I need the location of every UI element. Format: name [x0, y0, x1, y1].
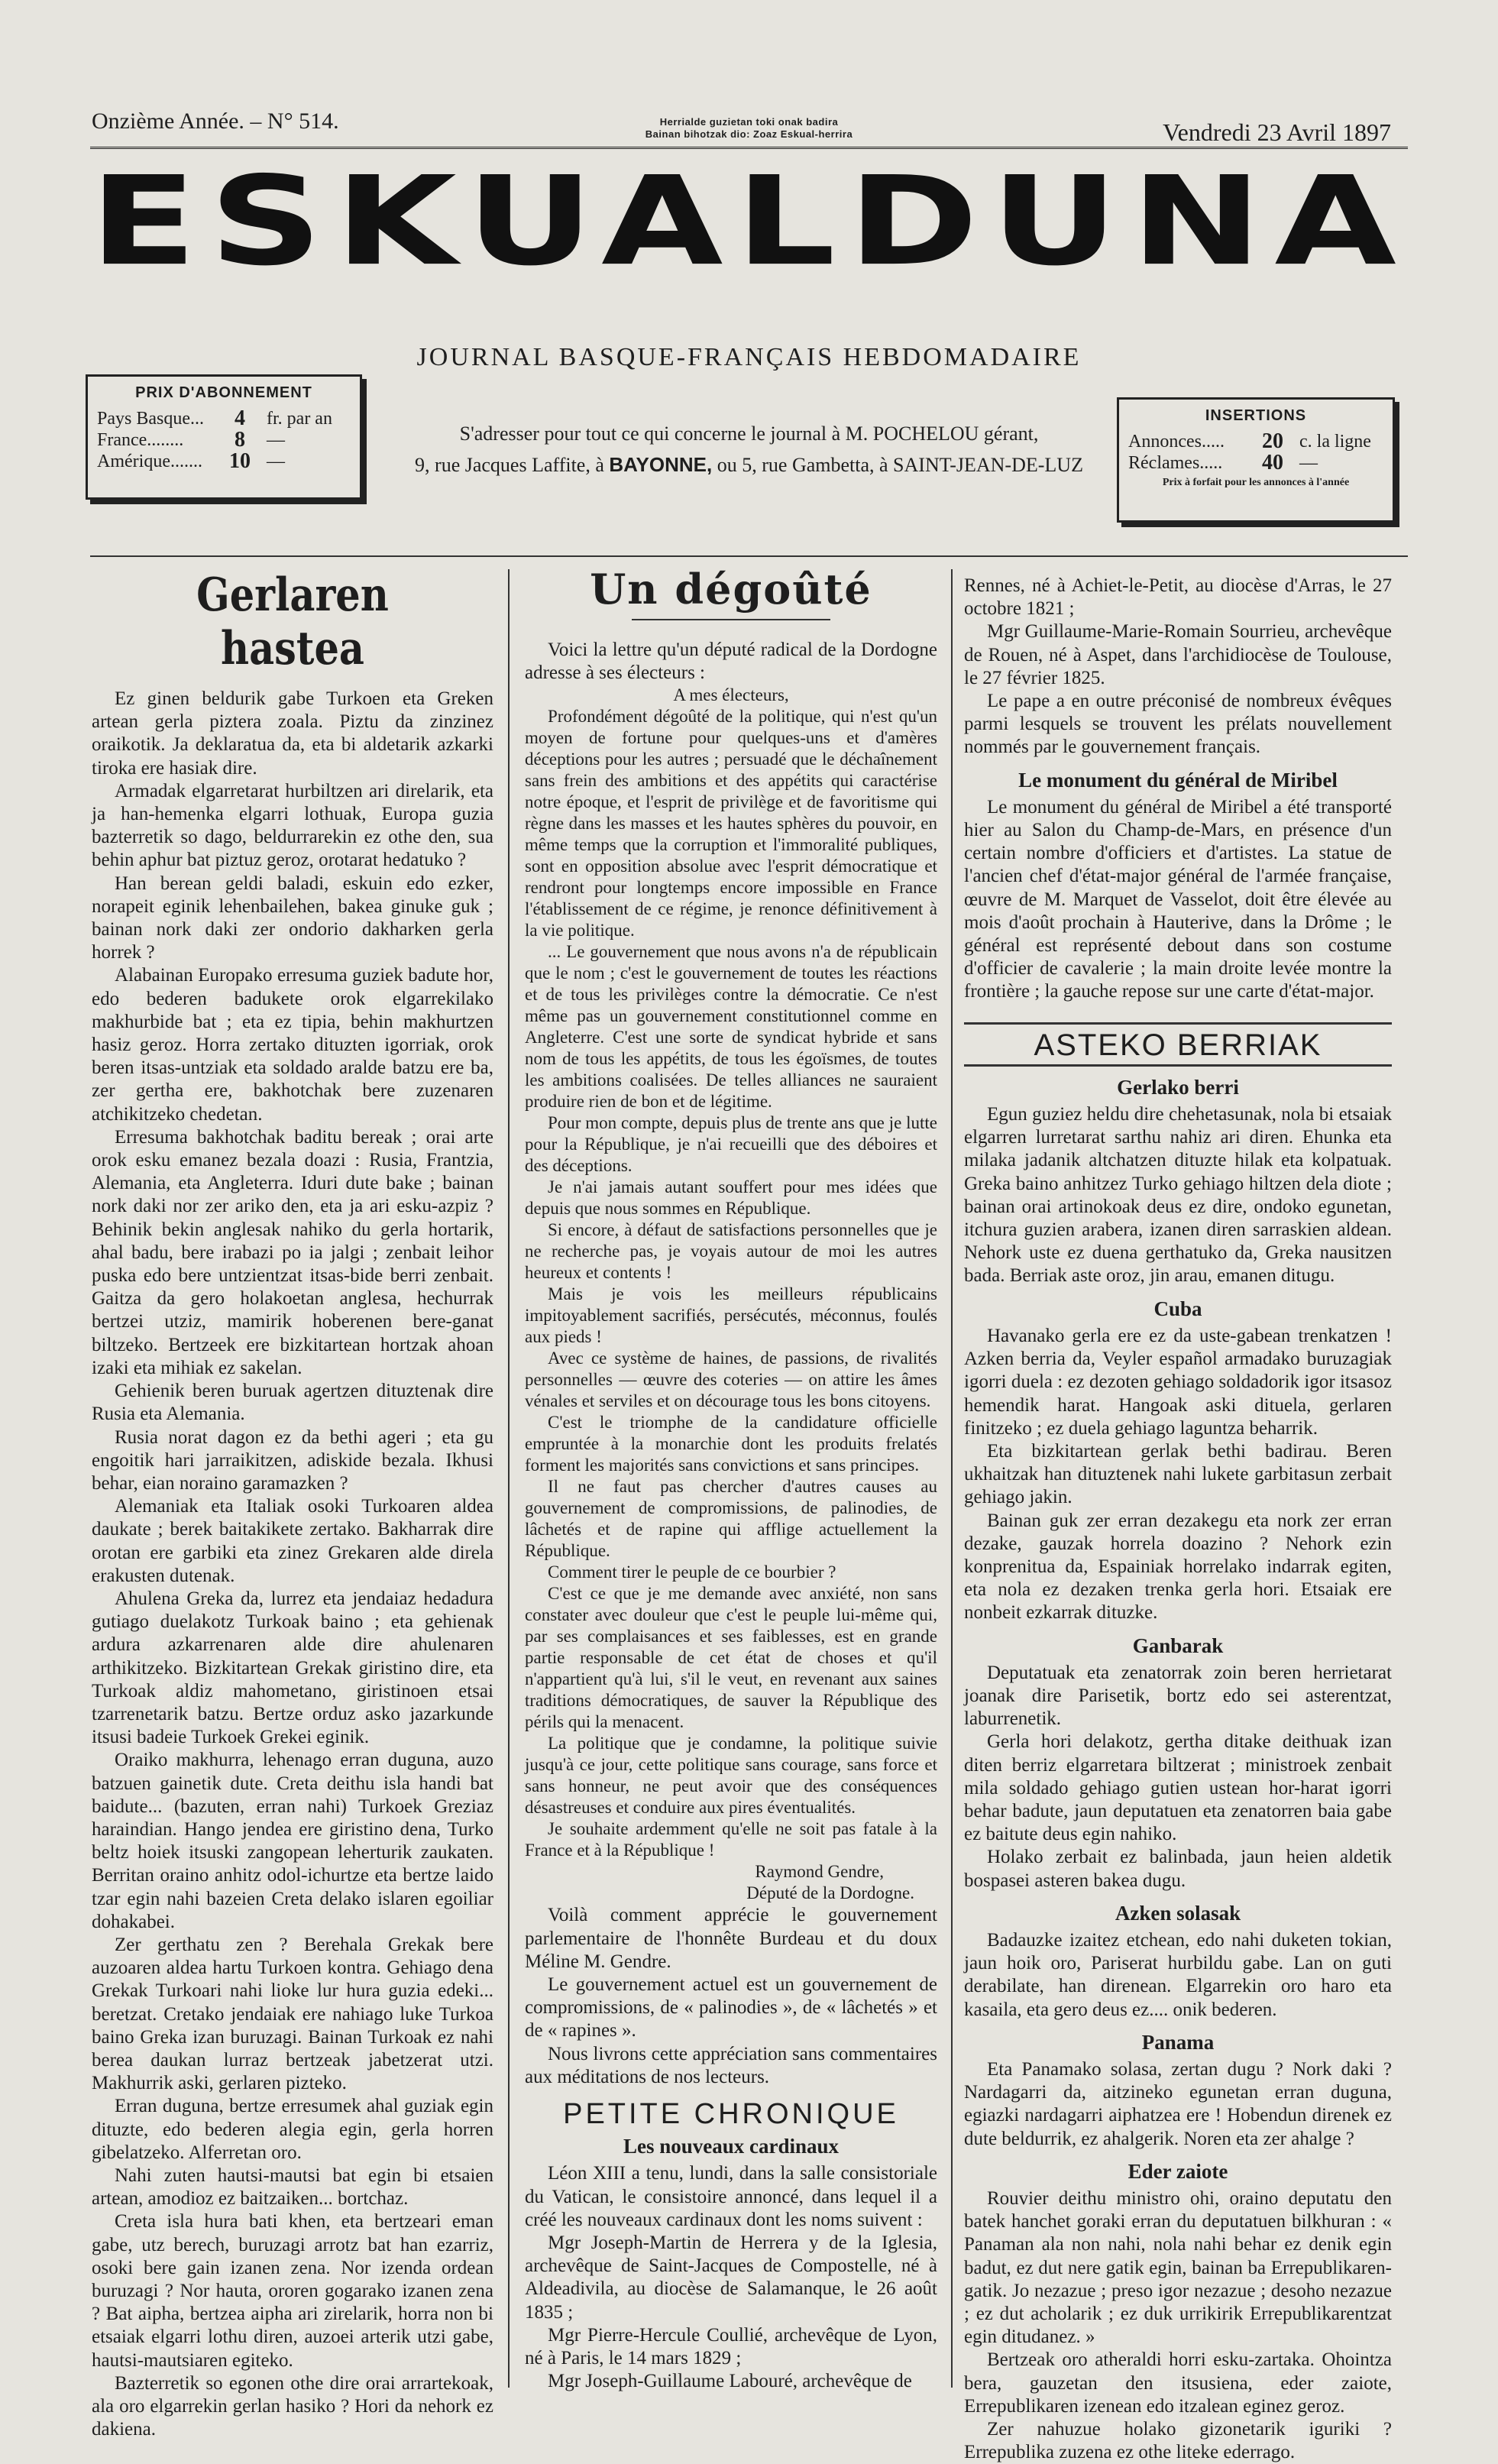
- letter-body: [525, 706, 937, 1861]
- subscription-row: [88, 408, 360, 429]
- insertions-row: [1119, 431, 1393, 452]
- address-city: BAYONNE,: [609, 453, 713, 476]
- issue-date: Vendredi 23 Avril 1897: [1163, 118, 1391, 146]
- miribel-title: Le monument du général de Miribel: [1018, 768, 1338, 792]
- paragraph: Creta isla hura bati khen, eta bertzeari eman gabe, utz berech, buruzagi arrotz bat han ezarriz, osoki bere gain izanen zena. Nor izenda ordean buruzagi ? Nor hauta, ororen gogarako izanen zena ? Bat aipha, bertzea aipha ari zirelarik, horra non bi etsaiak elgarri lothu diren, auzoei arterik utzi gabe, hautsi-mautsiaren egiteko.: [92, 2211, 493, 2371]
- insertions-row-price: 20: [1262, 429, 1283, 453]
- paragraph: Léon XIII a tenu, lundi, dans la salle consistoriale du Vatican, le consistoire annoncé, dans lequel il a créé les nouveaux cardinaux dont les noms suivent :: [525, 2163, 937, 2230]
- paragraph: Erran duguna, bertze erresumek ahal guziak egin dituzte, edo bederen alegia egin, gerla horren gibelatzeko. Alferretan oro.: [92, 2096, 493, 2163]
- subscription-row: [88, 451, 360, 472]
- cardinaux-body: [525, 2162, 937, 2393]
- paragraph: Eta Panamako solasa, zertan dugu ? Nork daki ? Nardagarri da, aitzineko egunetan erran duguna, egiazki nardagarri aiphatzea ere ! Hobendun direnek ez dute beldurrik, ez ahalgerik. Noren eta zer ahalge ?: [964, 2058, 1392, 2149]
- paragraph: Rouvier deithu ministro ohi, oraino deputatu den batek hanchet goraki erran du deputatuen bilkhuran : « Panaman ala non nahi, nola nahi behar ez denik egin badut, ez dut nere gatik egin, bainan ba Errepublikaren-gatik. Jo nezazue ; preso igor nezazue ; desoho nezazue ; ez dut acholarik ; ez duk urrikirik Errepublikarentzat egin ditudanez. »: [964, 2188, 1392, 2348]
- subscription-row-price: 4: [235, 406, 245, 430]
- paragraph: Ahulena Greka da, lurrez eta jendaiaz hedadura gutiago duelakotz Turkoak baino ; eta gehienak ardura azkarrenaren alde dire ahulenaren arthikitzeko. Bizkitartean Grekak giristino dire, eta Turkoak aldiz mahometano, giristinoen etsai tzarrenetarik batzu. Bertze orduz asko jazarkunde itsusi badeie Turkoek Grekei eginik.: [92, 1588, 493, 1748]
- paragraph: Bainan guk zer erran dezakegu eta nork zer erran dezake, gauzak horrela doazino ? Nehork ezin konprenitua da, Espainiak horrelako indarrak egiten, eta nola ez dezaken trenka gerla hori. Etsaiak ere nonbeit ezkarrak dituzke.: [964, 1510, 1392, 1624]
- paragraph: Gehienik beren buruak agertzen dituztenak dire Rusia eta Alemania.: [92, 1381, 493, 1425]
- letter-paragraph: Je souhaite ardemment qu'elle ne soit pas fatale à la France et à la République !: [525, 1819, 937, 1860]
- subscription-row-label: Pays Basque...: [97, 409, 204, 429]
- section-title: Eder zaiote: [1128, 2159, 1228, 2183]
- letter-paragraph: Profondément dégoûté de la politique, qui n'est qu'un moyen de fortune pour quelques-uns et d'amères déceptions pour les autres ; persuadé que le déchaînement sans frein des ambitions et des appétits qui caractérise notre époque, et l'esprit de privilège et de favoritisme qui règne dans les masses et les hautes sphères du pouvoir, en même temps que la corruption et l'immoralité publiques, sont en opposition absolue avec l'esprit démocratique et rendront pour longtemps encore impossible en France l'établissement de ce régime, je renonce définitivement à la vie politique.: [525, 707, 937, 941]
- paragraph: Ez ginen beldurik gabe Turkoen eta Greken artean gerla piztera zoala. Piztu da zinzinez oraikotik. Ja deklaratua da, eta bi aldetarik azkarki tiroka ere hasiak dire.: [92, 688, 493, 779]
- letter-paragraph: Je n'ai jamais autant souffert pour mes idées que depuis que nous sommes en République.: [525, 1177, 937, 1219]
- letter-paragraph: ... Le gouvernement que nous avons n'a de républicain que le nom ; c'est le gouvernement de toutes les réactions et de tous les privilèges contre la démocratie. Ce n'est même pas un gouvernement constitutionnel comme en Angleterre. C'est une sorte de syndicat hybride et sans nom de tous les appétits, de tous les égoïsmes, de toutes les ambitions coalisées. De telles alliances ne sauraient produire rien de bon et de légitime.: [525, 942, 937, 1112]
- section-title: Panama: [1141, 2030, 1215, 2054]
- column-3: [964, 575, 1392, 2464]
- paragraph: Havanako gerla ere ez da uste-gabean trenkatzen ! Azken berria da, Veyler español armadako buruzagiak igorri duela : ez dezoten gehiago soldadorik igor itsasoz hemendik harat. Hangoak aski dituela, gerlaren finitzeko ; ez duela gehiago laguntza beharrik.: [964, 1325, 1392, 1439]
- address-line-2: [367, 449, 1131, 481]
- address-alt: ou 5, rue Gambetta, à SAINT-JEAN-DE-LUZ: [712, 454, 1083, 476]
- insertions-title: INSERTIONS: [1205, 407, 1307, 424]
- paragraph: Mgr Pierre-Hercule Coullié, archevêque de Lyon, né à Paris, le 14 mars 1829 ;: [525, 2324, 937, 2369]
- paragraph: Han berean geldi baladi, eskuin edo ezker, norapeit eginik lehenbailehen, bakea ginuke guk ; bainan nork daki zer ondorio dakharken gerla horrek ?: [92, 873, 493, 963]
- paragraph: Alabainan Europako erresuma guziek badute hor, edo bederen badukete orok elgarrekilako makhurbide bat ; eta ez tipia, behin makhurtzen hasiz geroz. Horra zertako dituzten igorriak, orok beren itsas-untziak eta soldado aralde batzu ere ba, zer gertha ere, bakhotchak bere zuzenaren atchikitzeko chedetan.: [92, 965, 493, 1125]
- masthead-title: ESKUALDUNA: [89, 150, 1409, 293]
- miribel-body: Le monument du général de Miribel a été transporté hier au Salon du Champ-de-Mars, en présence d'un certain nombre d'officiers et d'artistes. La statue de l'ancien chef d'état-major général de l'armée française, œuvre de M. Marquet de Vasselot, doit être élevée au mois d'août prochain à Hauterive, dans la Drôme ; le général est représenté debout dans son costume d'officier de cavalerie ; la main droite levée montre la frontière ; la gauche repose sur une carte d'état-major.: [964, 796, 1392, 1002]
- paragraph: Mgr Joseph-Guillaume Labouré, archevêque de: [548, 2371, 912, 2392]
- paragraph: Le pape a en outre préconisé de nombreux évêques parmi lesquels se trouvent les prélats nouvellement nommés par le gouvernement français.: [964, 691, 1392, 758]
- section-title: Azken solasak: [1115, 1901, 1241, 1925]
- insertions-rows: [1119, 431, 1393, 474]
- insertions-box: [1117, 397, 1395, 523]
- letter-paragraph: Il ne faut pas chercher d'autres causes au gouvernement de compromissions, de palinodies, de lâchetés et de rapine qui afflige actuellement la République.: [525, 1477, 937, 1561]
- section-title: Cuba: [1153, 1297, 1202, 1320]
- insertions-row: [1119, 452, 1393, 474]
- insertions-row-price: 40: [1262, 451, 1283, 474]
- header-rule: [90, 147, 1408, 149]
- paragraph: Zer gerthatu zen ? Berehala Grekak bere auzoaren aldea hartu Turkoen kontra. Gehiago dena Grekak Turkoari nahi lioke lur hura guzia edeki... beretzat. Cretako jendaiak ere nahiago luke Turkoa baino Greka izan buruzagi. Bainan Turkoak ez nahi berea daukan lurraz bertzeak jabetzerat utzi. Makhurrik aski, gerlaren pizteko.: [92, 1934, 493, 2094]
- asteko-berriak-title: ASTEKO BERRIAK: [964, 1022, 1392, 1067]
- paragraph: Deputatuak eta zenatorrak zoin beren herrietarat joanak dire Parisetik, bortz edo sei asterentzat, laburrenetik.: [964, 1662, 1392, 1730]
- address-line-1: S'adresser pour tout ce qui concerne le journal à M. POCHELOU gérant,: [459, 423, 1039, 445]
- paragraph: Voilà comment apprécie le gouvernement parlementaire de l'honnête Burdeau et du doux Méline M. Gendre.: [525, 1905, 937, 1972]
- paragraph: Rennes, né à Achiet-le-Petit, au diocèse d'Arras, le 27 octobre 1821 ;: [964, 575, 1392, 620]
- letter-paragraph: Avec ce système de haines, de passions, de rivalités personnelles — œuvre des coteries — on attire les âmes vénales et serviles et on décourage tous les bons citoyens.: [525, 1349, 937, 1411]
- subscription-row-price: 10: [229, 449, 251, 473]
- subscription-title: PRIX D'ABONNEMENT: [135, 384, 312, 401]
- paragraph: Oraiko makhurra, lehenago erran duguna, auzo batzuen gainetik dute. Creta deithu isla handi bat baidute... (bazuten, erran nahi) Turkoek Greziaz haraindian. Hango jendea ere giristino dena, Turko beltz hoiek itsuski zangopean leherturik zaukaten. Berritan oraino anhitz odol-ichurtze eta bertze laido tzar egin nahi bazeien Creta delako islaren egoiliar dohakabei.: [92, 1750, 493, 1932]
- article-title-gerlaren: Gerlaren hastea: [196, 568, 389, 675]
- issue-number: Onzième Année. – N° 514.: [92, 108, 339, 134]
- motto-line-1: Herrialde guzietan toki onak badira: [659, 116, 839, 128]
- motto-line-2: Bainan bihotzak dio: Zoaz Eskual-herrira: [645, 128, 853, 140]
- cardinaux-title: Les nouveaux cardinaux: [623, 2135, 840, 2158]
- paragraph: Nahi zuten hautsi-mautsi bat egin bi etsaien artean, amodioz ez baitzaiken... bortchaz.: [92, 2165, 493, 2210]
- insertions-row-label: Annonces.....: [1128, 432, 1225, 452]
- subscription-box: [86, 374, 362, 500]
- paragraph: Erresuma bakhotchak baditu bereak ; orai arte orok esku emanez bezala doazi : Rusia, Frantzia, Alemania, eta Angleterra. Iduri dute bake ; bainan nork daki nor zer ariko den, eta ja ari esku-azpiz ? Behinik bekin anglesak nahiko du gerla hortarik, ahal badu, bere irabazi po ia jalgi ; zenbait leihor puska edo bere untzientzat itsas-bide berri zenbait. Gaitza da gero holakoetan anglesa, hechurrak bertzei utziz, mamirik hoberenen bere-ganat biltzeko. Bertzeek ere bizkitartean hortzak ahoan izaki eta mihiak ez sakelan.: [92, 1126, 493, 1378]
- paragraph: Bazterretik so egonen othe dire orai arrartekoak, ala oro elgarrekin gerlan hasiko ? Hori da nehork ez dakiena.: [92, 2372, 493, 2440]
- subscription-row-label: Amérique.......: [97, 452, 202, 471]
- subscription-row-unit: fr. par an: [267, 409, 332, 429]
- letter-paragraph: Si encore, à défaut de satisfactions personnelles que je ne recherche pas, je voyais autour de moi les autres heureux et contents !: [525, 1220, 937, 1283]
- section-title: Ganbarak: [1132, 1633, 1224, 1657]
- letter-paragraph: La politique que je condamne, la politique suivie jusqu'à ce jour, cette politique sans courage, sans force et sans honneur, ne peut avoir que des conséquences désastreuses et conduire aux pires éventualités.: [525, 1734, 937, 1818]
- letter-paragraph: C'est le triomphe de la candidature officielle empruntée à la monarchie dont les produits frelatés forment les majorités sans convictions et sans principes.: [525, 1413, 937, 1475]
- degoute-outro: [525, 1904, 937, 2089]
- paragraph: Mgr Guillaume-Marie-Romain Sourrieu, archevêque de Rouen, né à Aspet, dans l'archidiocèse de Toulouse, le 27 février 1825.: [964, 621, 1392, 688]
- article-title-degoute: Un dégoûté: [525, 564, 937, 620]
- paragraph: Bertzeak oro atheraldi horri esku-zartaka. Ohointza bera, gauzetan den itsusiena, eder zaiote, Errepublikaren izenean edo itzalean eginez geroz.: [964, 2349, 1392, 2417]
- chronique-title: PETITE CHRONIQUE: [563, 2098, 899, 2131]
- paragraph: Le gouvernement actuel est un gouvernement de compromissions, de « palinodies », de « lâchetés » et de « rapines ».: [525, 1974, 937, 2041]
- insertions-row-unit: c. la ligne: [1299, 432, 1371, 452]
- signature-title: Député de la Dordogne.: [746, 1883, 914, 1903]
- address-block: [367, 419, 1131, 481]
- degoute-intro: Voici la lettre qu'un député radical de la Dordogne adresse à ses électeurs :: [525, 639, 937, 684]
- subscription-row-price: 8: [235, 428, 245, 452]
- insertions-note: Prix à forfait pour les annonces à l'année: [1162, 477, 1350, 488]
- paragraph: Eta bizkitartean gerlak bethi badirau. Beren ukhaitzak han dituztenek nahi lukete garbitasun zerbait gehiago jakin.: [964, 1440, 1392, 1508]
- paragraph: Egun guziez heldu dire chehetasunak, nola bi etsaiak elgarren lurretarat sarthu nahiz ari diren. Ehunka eta milaka jadanik altchatzen dituzte hilak eta kolpatuak. Greka baino anhitzez Turko gehiago hiltzen dela diote ; bainan orai artinokoak deus ez dire, ondoko egunetan, itchura guzien arabera, izanen diren sarraskien aldean. Nehork uste ez duena gerthatuko da, Greka nausitzen bada. Berriak aste oroz, jin arau, emanen ditugu.: [964, 1104, 1392, 1287]
- letter-greeting: A mes électeurs,: [673, 685, 789, 705]
- article-body-gerlaren: [92, 688, 493, 2441]
- paragraph: Badauzke izaitez etchean, edo nahi duketen tokian, jaun hoik oro, Pariserat hurbildu gabe. Lan on guti derabilate, han direnean. Elgarrekin oro haro eta kasaila, eta gero deus ez.... onik bederen.: [964, 1929, 1392, 2020]
- letter-paragraph: Comment tirer le peuple de ce bourbier ?: [548, 1562, 836, 1582]
- column-separator-1: [508, 569, 510, 2388]
- column-1: [92, 565, 493, 2441]
- subscription-row-label: France........: [97, 430, 184, 450]
- paragraph: Rusia norat dagon ez da bethi ageri ; eta gu engoitik hari jarraikitzen, adiskide bezala. Ikhusi behar, eian noraino garamazken ?: [92, 1426, 493, 1494]
- paragraph: Zer nahuzue holako gizonetarik iguriki ? Errepublika zuzena ez othe liteke ederrago.: [964, 2419, 1392, 2463]
- paragraph: Nous livrons cette appréciation sans commentaires aux méditations de nos lecteurs.: [525, 2043, 937, 2087]
- insertions-row-unit: —: [1299, 453, 1318, 473]
- subscription-row-unit: —: [267, 430, 285, 450]
- address-street: 9, rue Jacques Laffite, à: [415, 454, 610, 476]
- asteko-sections: [964, 1076, 1392, 2464]
- subscription-rows: [88, 408, 360, 472]
- signature-name: Raymond Gendre,: [755, 1862, 884, 1882]
- masthead-subtitle: JOURNAL BASQUE-FRANÇAIS HEBDOMADAIRE: [416, 343, 1082, 371]
- subscription-row: [88, 429, 360, 451]
- letter-paragraph: Pour mon compte, depuis plus de trente ans que je lutte pour la République, je n'ai recueilli que des déboires et des déceptions.: [525, 1113, 937, 1176]
- section-title: Gerlako berri: [1117, 1075, 1239, 1099]
- columns-top-rule: [90, 555, 1408, 557]
- cardinaux-continued: [964, 575, 1392, 759]
- column-separator-2: [951, 569, 953, 2388]
- paragraph: Gerla hori delakotz, gertha ditake deithuak izan diten berriz elgarretara biltzerat ; ministroek zenbait mila soldado gehiago gutien ustean hor-harat igorri behar badute, jaun deputatuen eta zenatorren baia gabe ez baitute deus egin nahiko.: [964, 1731, 1392, 1845]
- subscription-row-unit: —: [267, 452, 285, 471]
- insertions-row-label: Réclames.....: [1128, 453, 1223, 473]
- paragraph: Armadak elgarretarat hurbiltzen ari direlarik, eta ja han-hemenka elgarri lothuak, Europa guzia bazterretik so dago, beldurrarekin ez othe den, sua behin aphur bat piztuz geroz, orotarat hedatuko ?: [92, 780, 493, 871]
- paragraph: Alemaniak eta Italiak osoki Turkoaren aldea daukate ; berek baitakikete zertako. Bakharrak dire orotan ere garbiki eta zinez Grekaren alde direla erakusten dutenak.: [92, 1496, 493, 1586]
- paragraph: Mgr Joseph-Martin de Herrera y de la Iglesia, archevêque de Saint-Jacques de Compostelle, né à Aldeadivila, au diocèse de Salamanque, le 26 août 1835 ;: [525, 2232, 937, 2323]
- paragraph: Holako zerbait ez balinbada, jaun heien aldetik bospasei asteren bakea dugu.: [964, 1847, 1392, 1891]
- letter-paragraph: C'est ce que je me demande avec anxiété, non sans constater avec douleur que c'est le peuple lui-même qui, par ses complaisances et ses faiblesses, est en grande partie responsable de cet état de choses et qu'il n'appartient qu'à lui, s'il le veut, en revenant aux saines traditions démocratiques, de sauver la République des périls qui la menacent.: [525, 1584, 937, 1732]
- letter-paragraph: Mais je vois les meilleurs républicains impitoyablement sacrifiés, persécutés, méconnus, foulés aux pieds !: [525, 1284, 937, 1347]
- column-2: [525, 564, 937, 2393]
